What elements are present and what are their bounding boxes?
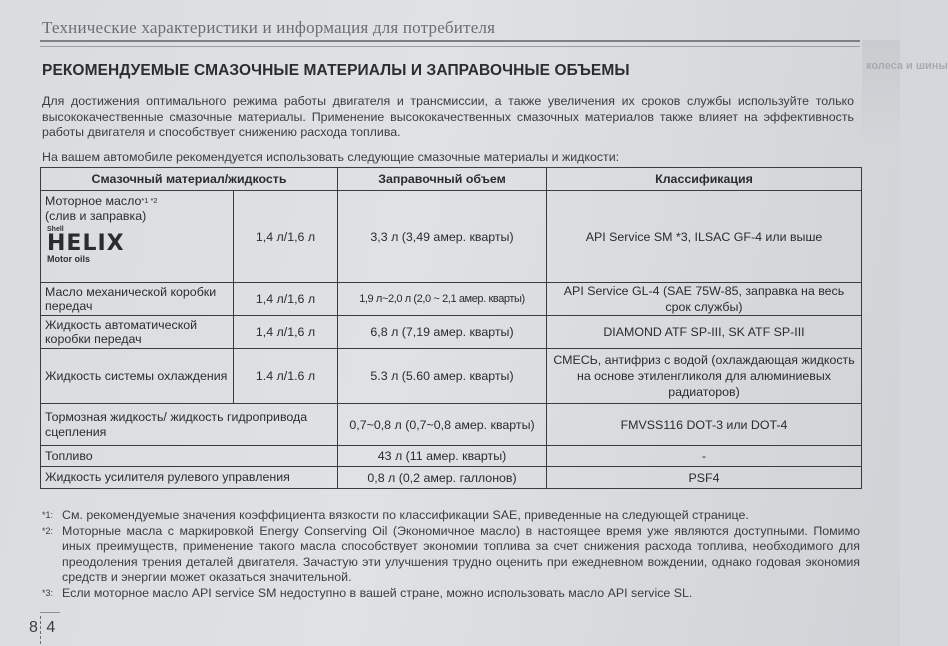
header-material: Смазочный материал/жидкость [41, 168, 338, 191]
footnote-mark: *3: [42, 587, 54, 598]
section-title: РЕКОМЕНДУЕМЫЕ СМАЗОЧНЫЕ МАТЕРИАЛЫ И ЗАПРАВОЧНЫЕ ОБЪЕМЫ [42, 62, 630, 79]
table-row [41, 446, 862, 467]
page-number: 8 4 [29, 619, 58, 636]
table-lead-text: На вашем автомобиле рекомендуется использовать следующие смазочные материалы и жидкости: [42, 150, 620, 164]
header-classification: Классификация [547, 168, 862, 191]
row-material: Топливо [41, 446, 338, 467]
lubricants-table [40, 167, 862, 489]
row-volume: 6,8 л (7,19 амер. кварты) [338, 316, 547, 349]
footer-rule [40, 612, 60, 613]
row-classification: FMVSS116 DOT-3 или DOT-4 [547, 404, 862, 446]
footnote [42, 524, 860, 586]
table-row [41, 467, 862, 489]
table-row [41, 316, 862, 349]
table-header-row [41, 168, 862, 191]
shell-helix-logo: Shell HELIX Motor oils [47, 226, 125, 264]
row-volume: 3,3 л (3,49 амер. кварты) [338, 191, 547, 283]
row-material: Жидкость автоматической коробки передач [41, 316, 234, 349]
footnotes [42, 508, 860, 602]
row-engine: 1,4 л/1,6 л [234, 191, 338, 283]
row-volume: 43 л (11 амер. кварты) [338, 446, 547, 467]
edge-text: колеса и шины [866, 60, 948, 72]
row-classification: API Service SM *3, ILSAC GF-4 или выше [547, 191, 862, 283]
header-rule [40, 40, 860, 42]
footnote-mark: *1: [42, 510, 54, 520]
row-volume: 5.3 л (5.60 амер. кварты) [338, 349, 547, 404]
row-volume: 1,9 л~2,0 л (2,0 ~ 2,1 амер. кварты) [338, 283, 547, 316]
row-material: Жидкость усилителя рулевого управления [41, 467, 338, 489]
row-material-engine-oil: Моторное масло$^{*1 *2}$ (слив и заправка) Shell HELIX Motor oils [41, 191, 234, 283]
next-page-edge [862, 40, 948, 150]
header-rule-thin [40, 46, 860, 47]
row-classification: PSF4 [547, 467, 862, 489]
row-material: Масло механической коробки передач [41, 283, 234, 316]
table-row [41, 191, 862, 283]
table-row [41, 349, 862, 404]
row-engine: 1,4 л/1,6 л [234, 283, 338, 316]
footnote [42, 508, 860, 524]
footnote-text: Моторные масла с маркировкой Energy Conserving Oil (Экономичное масло) в настоящее время уже являются доступными. Помимо иных преимуществ, применение такого масла способствует экономии топлива за счет снижения расхода топлива, необходимого для преодоления трения деталей двигателя. Зачастую эти улучшения трудно оценить при ежедневном вождении, однако годовая экономия средств и энергии может оказаться значительной. [62, 523, 860, 585]
row-classification: - [547, 446, 862, 467]
row-engine: 1,4 л/1,6 л [234, 316, 338, 349]
table-row [41, 404, 862, 446]
footnote-text: Если моторное масло API service SM недоступно в вашей стране, можно использовать масло API service SL. [62, 585, 693, 600]
footnote-text: См. рекомендуемые значения коэффициента вязкости по классификации SAE, приведенные на следующей странице. [62, 508, 749, 522]
intro-paragraph: Для достижения оптимального режима работы двигателя и трансмиссии, а также увеличения их сроков службы используйте только высококачественные смазочные материалы. Применение высококачественных смазочных материалов также влияет на эффективность работы двигателя и способствует снижению расхода топлива. [42, 94, 854, 140]
row-engine: 1.4 л/1.6 л [234, 349, 338, 404]
row-volume: 0,7~0,8 л (0,7~0,8 амер. кварты) [338, 404, 547, 446]
header-volume: Заправочный объем [338, 168, 547, 191]
row-material: Тормозная жидкость/ жидкость гидропривода сцепления [41, 404, 338, 446]
row-classification: СМЕСЬ, антифриз с водой (охлаждающая жидкость на основе этиленгликоля для алюминиевых радиаторов) [547, 349, 862, 404]
row-volume: 0,8 л (0,2 амер. галлонов) [338, 467, 547, 489]
row-classification: API Service GL-4 (SAE 75W-85, заправка на весь срок службы) [547, 283, 862, 316]
row-material: Жидкость системы охлаждения [41, 349, 234, 404]
footnote-mark: *2: [42, 525, 54, 536]
table-row [41, 283, 862, 316]
footnote [42, 586, 860, 602]
page-header-title: Технические характеристики и информация для потребителя [42, 18, 496, 37]
row-classification: DIAMOND ATF SP-III, SK ATF SP-III [547, 316, 862, 349]
